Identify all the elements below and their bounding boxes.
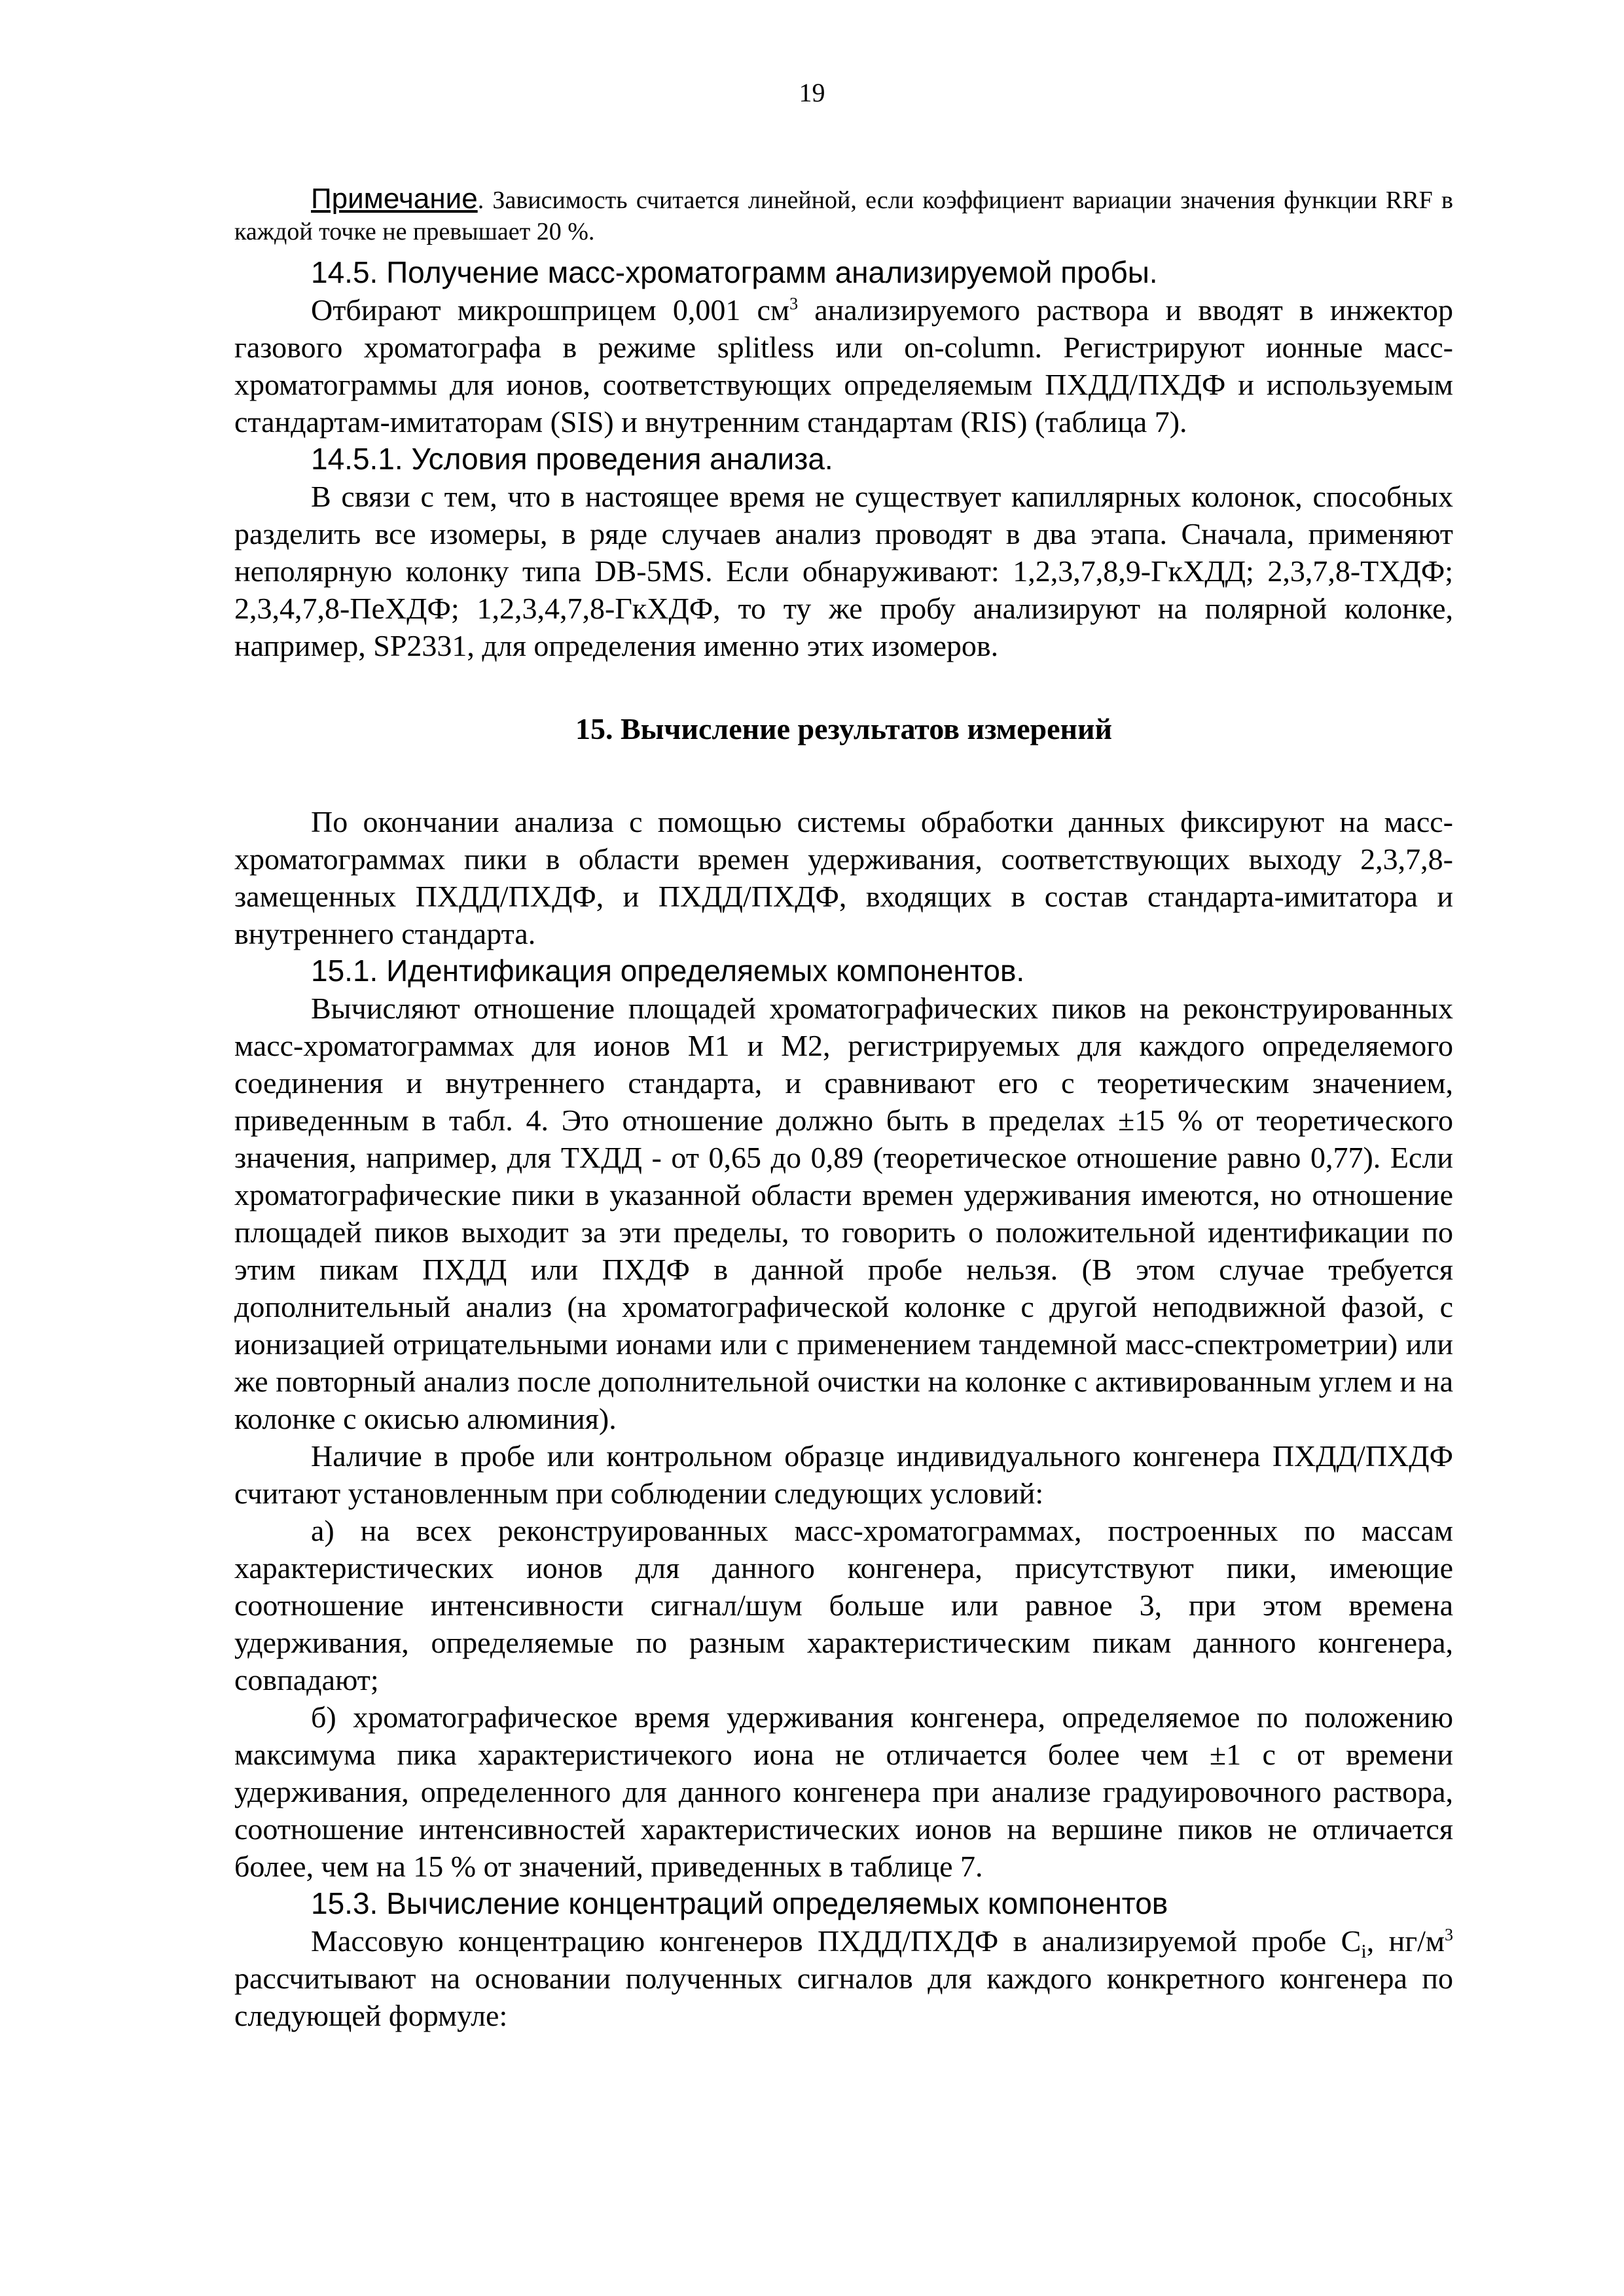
superscript: 3: [789, 294, 799, 314]
text-run: , нг/м: [1366, 1924, 1445, 1958]
superscript: 3: [1445, 1925, 1454, 1945]
note-paragraph: [234, 183, 1453, 247]
section-15-3-paragraph: [234, 1922, 1453, 2034]
page-content: [234, 183, 1453, 2034]
section-14-5-1-paragraph: В связи с тем, что в настоящее время не существует капиллярных колонок, способных разделить все изомеры, в ряде случаев анализ проводят в два этапа. Сначала, применяют неполярную колонку типа DB-5MS. Если обнаруживают: 1,2,3,7,8,9-ГкХДД; 2,3,7,8-ТХДФ; 2,3,4,7,8-ПеХДФ; 1,2,3,4,7,8-ГкХДФ, то ту же пробу анализируют на полярной колонке, например, SP2331, для определения именно этих изомеров.: [234, 480, 1453, 662]
section-15-1-conditions-intro: Наличие в пробе или контрольном образце индивидуального конгенера ПХДД/ПХДФ считают установленным при соблюдении следующих условий:: [234, 1439, 1453, 1510]
text-run: Отбирают микрошприцем 0,001 см: [311, 293, 790, 327]
note-label: Примечание: [311, 183, 478, 215]
section-15-1-paragraph: Вычисляют отношение площадей хроматографических пиков на реконструированных масс-хроматограммах для ионов M1 и M2, регистрируемых для каждого определяемого соединения и внутреннего стандарта, и сравнивают его с теоретическим значением, приведенным в табл. 4. Это отношение должно быть в пределах ±15 % от теоретического значения, например, для ТХДД - от 0,65 до 0,89 (теоретическое отношение равно 0,77). Если хроматографические пики в указанной области времен удерживания имеются, но отношение площадей пиков выходит за эти пределы, то говорить о положительной идентификации по этим пикам ПХДД или ПХДФ в данной пробе нельзя. (В этом случае требуется дополнительный анализ (на хроматографической колонке с другой неподвижной фазой, с ионизацией отрицательными ионами или с применением тандемной масс-спектрометрии) или же повторный анализ после дополнительной очистки на колонке с активированным углем и на колонке с окисью алюминия).: [234, 992, 1453, 1435]
text-run: рассчитывают на основании полученных сигналов для каждого конкретного конгенера по следующей формуле:: [234, 1962, 1453, 2032]
section-15-title: 15. Вычисление результатов измерений: [575, 712, 1113, 745]
section-15-1-heading: 15.1. Идентификация определяемых компонентов.: [311, 954, 1025, 988]
section-15-3-heading: 15.3. Вычисление концентраций определяемых компонентов: [311, 1886, 1168, 1920]
section-14-5-heading: 14.5. Получение масс-хроматограмм анализируемой пробы.: [311, 255, 1158, 289]
condition-b: б) хроматографическое время удерживания конгенера, определяемое по положению максимума пика характеристичекого иона не отличается более чем ±1 с от времени удерживания, определенного для данного конгенера при анализе градуировочного раствора, соотношение интенсивностей характеристических ионов на вершине пиков не отличается более, чем на 15 % от значений, приведенных в таблице 7.: [234, 1700, 1453, 1883]
text-run: Массовую концентрацию конгенеров ПХДД/ПХДФ в анализируемой пробе C: [311, 1924, 1362, 1958]
text-run: анализируемого раствора и вводят в инжектор газового хроматографа в режиме splitless или on-column. Регистрируют ионные масс-хроматограммы для ионов, соответствующих определяемым ПХДД/ПХДФ и используемым стандартам-имитаторам (SIS) и внутренним стандартам (RIS) (таблица 7).: [234, 293, 1453, 439]
section-14-5-paragraph: [234, 291, 1453, 440]
subscript: i: [1361, 1941, 1367, 1963]
page-number: 19: [799, 78, 825, 107]
condition-a: а) на всех реконструированных масс-хроматограммах, построенных по массам характеристических ионов для данного конгенера, присутствуют пики, имеющие соотношение интенсивности сигнал/шум больше или равное 3, при этом времена удерживания, определяемые по разным характеристическим пикам данного конгенера, совпадают;: [234, 1514, 1453, 1696]
section-14-5-1-heading: 14.5.1. Условия проведения анализа.: [311, 442, 833, 476]
section-15-intro: По окончании анализа с помощью системы обработки данных фиксируют на масс-хроматограммах пики в области времен удерживания, соответствующих выходу 2,3,7,8-замещенных ПХДД/ПХДФ, и ПХДД/ПХДФ, входящих в состав стандарта-имитатора и внутреннего стандарта.: [234, 805, 1453, 950]
note-text: . Зависимость считается линейной, если коэффициент вариации значения функции RRF в каждой точке не превышает 20 %.: [234, 187, 1453, 245]
